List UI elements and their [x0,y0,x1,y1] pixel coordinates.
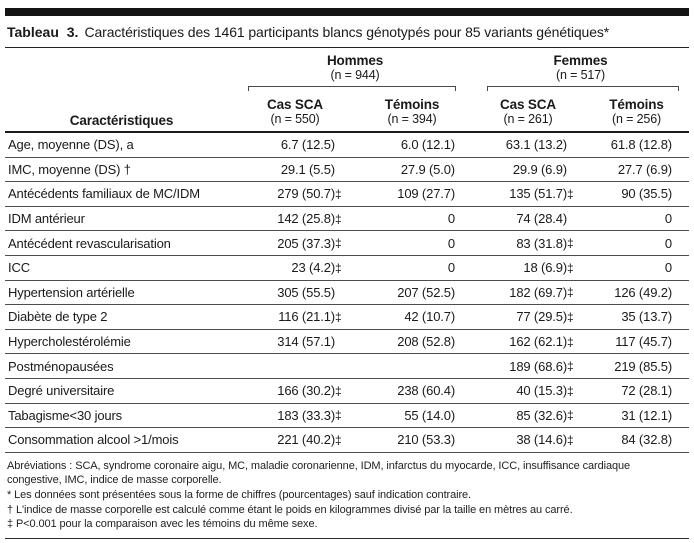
cell-hommes-cas-sca [238,379,352,403]
cell-femmes-temoins [584,428,689,452]
cell-hommes-temoins [352,428,472,452]
group-header-femmes [472,53,689,83]
cell-femmes-temoins [584,158,689,182]
subcol-label: Témoins [609,97,664,112]
cell-femmes-cas-sca [472,231,584,255]
cell-value: 74 (28.4) [516,211,567,227]
row-label: Consommation alcool >1/mois [8,432,179,448]
cell-value: 205 (37.3) [277,235,335,251]
significance-marker: ‡ [335,432,342,447]
significance-marker: ‡ [335,236,342,251]
cell-hommes-temoins [352,379,472,403]
cell-femmes-temoins [584,305,689,329]
table-title-text: Caractéristiques des 1461 participants blancs génotypés pour 85 variants génétiques* [84,24,610,40]
footnotes [5,453,689,539]
cell-value: 83 (31.8) [516,235,567,251]
cell-hommes-temoins [352,354,472,378]
cell-value: 219 (85.5) [614,358,672,374]
cell-value: 84 (32.8) [621,432,672,448]
subcol-count: (n = 261) [503,112,553,126]
cell-value: 55 (14.0) [404,407,455,423]
cell-value: 189 (68.6) [509,358,567,374]
cell-hommes-temoins [352,207,472,231]
cell-hommes-cas-sca [238,133,352,157]
cell-hommes-cas-sca [238,330,352,354]
cell-femmes-temoins [584,231,689,255]
cell-hommes-cas-sca [238,182,352,206]
column-header-hommes-temoins [352,91,472,131]
row-label: IMC, moyenne (DS) † [8,161,131,177]
cell-value: 117 (45.7) [615,334,672,350]
cell-value: 279 (50.7) [277,186,335,202]
row-label: Hypertension artérielle [8,284,135,300]
row-label: Diabète de type 2 [8,309,108,325]
cell-hommes-temoins [352,305,472,329]
row-label: Hypercholestérolémie [8,334,131,350]
table-row [5,158,689,183]
cell-hommes-temoins [352,330,472,354]
cell-value: 90 (35.5) [621,186,672,202]
table-header [5,48,689,133]
cell-value: 183 (33.3) [277,407,335,423]
cell-value: 35 (13.7) [621,309,672,325]
cell-femmes-cas-sca [472,207,584,231]
table-row [5,182,689,207]
row-label: Antécédents familiaux de MC/IDM [8,186,200,202]
cell-value: 210 (53.3) [397,432,455,448]
cell-value: 305 (55.5) [277,284,335,300]
cell-value: 182 (69.7) [509,284,567,300]
cell-femmes-temoins [584,379,689,403]
row-label: Tabagisme<30 jours [8,407,123,423]
cell-value: 38 (14.6) [516,432,567,448]
table-title [5,16,689,48]
significance-marker: ‡ [567,359,574,374]
cell-femmes-temoins [584,182,689,206]
significance-marker: ‡ [567,260,574,275]
table-row [5,207,689,232]
cell-hommes-cas-sca [238,281,352,305]
significance-marker: ‡ [335,211,342,226]
significance-marker: ‡ [567,334,574,349]
group-header-hommes [238,53,472,83]
table-row [5,379,689,404]
table-row [5,428,689,453]
subcol-label: Cas SCA [500,97,556,112]
cell-value: 0 [664,260,672,276]
cell-hommes-cas-sca [238,158,352,182]
cell-femmes-cas-sca [472,354,584,378]
subcol-count: (n = 550) [270,112,320,126]
cell-value: 29.1 (5.5) [280,161,335,177]
table-row [5,305,689,330]
cell-value: 314 (57.1) [277,334,335,350]
cell-value: 61.8 (12.8) [610,137,672,153]
footnote-double-dagger: ‡ P<0.001 pour la comparaison avec les témoins du même sexe. [7,518,318,531]
footnote-abbreviations: Abréviations : SCA, syndrome coronaire aigu, MC, maladie coronarienne, IDM, infarctus du myocarde, ICC, insuffisance cardiaque congestive, IMC, indice de masse corporelle. [7,459,631,487]
cell-value: 116 (21.1) [278,309,335,325]
column-header-femmes-temoins [584,91,689,131]
cell-value: 126 (49.2) [614,284,672,300]
cell-value: 238 (60.4) [397,383,455,399]
subcol-count: (n = 256) [611,112,662,126]
significance-marker: ‡ [567,408,574,423]
cell-femmes-temoins [584,404,689,428]
cell-value: 23 (4.2) [291,260,335,276]
cell-value: 0 [447,260,455,276]
cell-femmes-cas-sca [472,330,584,354]
cell-value: 6.7 (12.5) [280,137,335,153]
cell-value: 85 (32.6) [516,407,567,423]
cell-value: 63.1 (13.2) [505,137,567,153]
cell-femmes-temoins [584,354,689,378]
cell-value: 208 (52.8) [397,334,455,350]
cell-hommes-cas-sca [238,231,352,255]
cell-hommes-cas-sca [238,256,352,280]
table-row [5,354,689,379]
significance-marker: ‡ [567,236,574,251]
significance-marker: ‡ [335,408,342,423]
cell-hommes-temoins [352,182,472,206]
cell-value: 40 (15.3) [516,383,567,399]
cell-hommes-temoins [352,281,472,305]
table-body [5,133,689,453]
cell-value: 0 [664,211,672,227]
significance-marker: ‡ [335,383,342,398]
top-black-bar [5,8,689,16]
cell-femmes-temoins [584,281,689,305]
cell-value: 142 (25.8) [277,211,335,227]
cell-femmes-temoins [584,133,689,157]
row-label: ICC [8,260,30,276]
cell-femmes-temoins [584,330,689,354]
table-row [5,330,689,355]
table-row [5,133,689,158]
row-label: Degré universitaire [8,383,115,399]
significance-marker: ‡ [567,186,574,201]
column-header-hommes-cas-sca [238,91,352,131]
significance-marker: ‡ [567,285,574,300]
cell-femmes-temoins [584,207,689,231]
cell-hommes-temoins [352,158,472,182]
column-header-femmes-cas-sca [472,91,584,131]
cell-hommes-cas-sca [238,428,352,452]
table-row [5,281,689,306]
cell-femmes-cas-sca [472,404,584,428]
subcol-count: (n = 394) [387,112,437,126]
subcol-label: Cas SCA [267,97,323,112]
cell-value: 221 (40.2) [277,432,335,448]
table-row [5,231,689,256]
cell-femmes-cas-sca [472,281,584,305]
cell-value: 31 (12.1) [621,407,672,423]
cell-femmes-cas-sca [472,158,584,182]
cell-femmes-temoins [584,256,689,280]
cell-hommes-temoins [352,256,472,280]
cell-value: 27.9 (5.0) [400,161,455,177]
group-hommes-label: Hommes [326,53,384,68]
group-femmes-count: (n = 517) [555,68,606,82]
cell-hommes-temoins [352,133,472,157]
cell-femmes-cas-sca [472,379,584,403]
cell-value: 0 [447,211,455,227]
significance-marker: ‡ [335,309,342,324]
significance-marker: ‡ [335,186,342,201]
cell-value: 6.0 (12.1) [400,137,455,153]
column-header-caracteristiques: Caractéristiques [69,113,174,128]
table-row [5,404,689,429]
cell-value: 109 (27.7) [397,186,455,202]
group-hommes-count: (n = 944) [330,68,380,82]
cell-hommes-cas-sca [238,305,352,329]
cell-value: 0 [664,235,672,251]
cell-value: 166 (30.2) [277,383,335,399]
significance-marker: ‡ [567,432,574,447]
group-femmes-label: Femmes [553,53,608,68]
cell-hommes-cas-sca [238,207,352,231]
cell-value: 162 (62.1) [509,334,567,350]
cell-value: 27.7 (6.9) [617,161,672,177]
cell-hommes-temoins [352,231,472,255]
row-label: Age, moyenne (DS), a [8,137,134,153]
footnote-dagger: † L'indice de masse corporelle est calculé comme étant le poids en kilogrammes divisé par la taille en mètres au carré. [7,503,573,516]
cell-femmes-cas-sca [472,182,584,206]
cell-value: 0 [447,235,455,251]
row-label: IDM antérieur [8,211,85,227]
cell-value: 72 (28.1) [621,383,672,399]
cell-value: 77 (29.5) [516,309,567,325]
row-label: Antécédent revascularisation [8,235,171,251]
cell-femmes-cas-sca [472,428,584,452]
cell-femmes-cas-sca [472,256,584,280]
cell-value: 29.9 (6.9) [512,161,567,177]
significance-marker: ‡ [567,383,574,398]
cell-value: 135 (51.7) [509,186,567,202]
row-label: Postménopausées [8,358,114,374]
cell-femmes-cas-sca [472,133,584,157]
significance-marker: ‡ [567,309,574,324]
footnote-asterisk: * Les données sont présentées sous la forme de chiffres (pourcentages) sauf indication contraire. [7,488,471,501]
table-row [5,256,689,281]
subcol-label: Témoins [384,97,440,112]
cell-hommes-cas-sca [238,404,352,428]
cell-value: 207 (52.5) [397,284,455,300]
cell-femmes-cas-sca [472,305,584,329]
cell-value: 18 (6.9) [523,260,567,276]
cell-hommes-cas-sca [238,354,352,378]
cell-hommes-temoins [352,404,472,428]
cell-value: 42 (10.7) [404,309,455,325]
table-title-prefix: Tableau 3. [7,24,79,40]
significance-marker: ‡ [335,260,342,275]
